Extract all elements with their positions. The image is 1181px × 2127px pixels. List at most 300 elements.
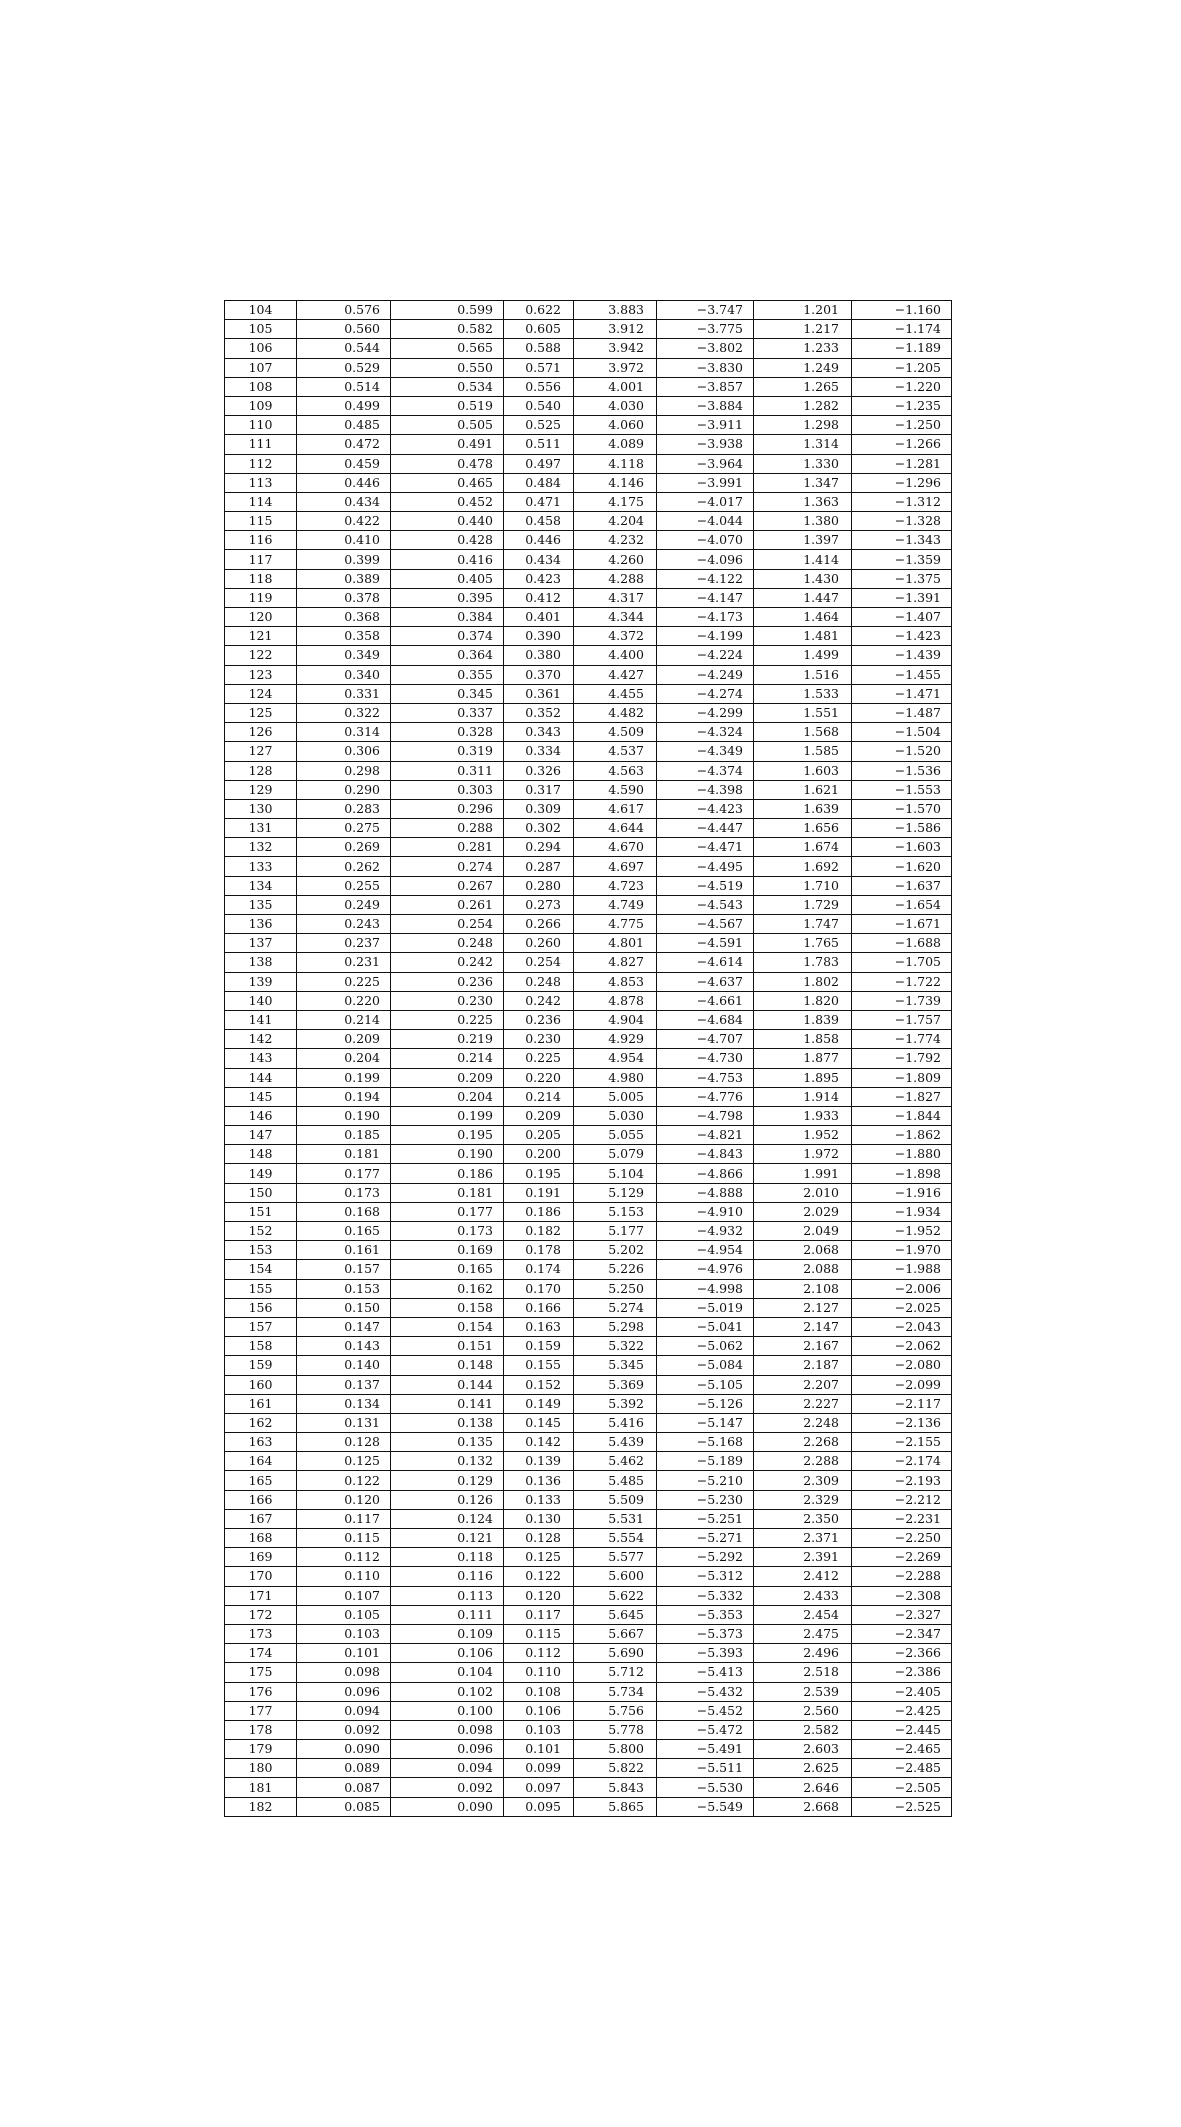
row-index-cell: 141: [225, 1010, 297, 1029]
value-cell: 0.209: [504, 1106, 574, 1125]
value-cell: 0.544: [297, 339, 391, 358]
value-cell: 4.590: [574, 780, 657, 799]
table-row: [225, 1701, 952, 1720]
table-row: [225, 1586, 952, 1605]
value-cell: 0.599: [391, 301, 504, 320]
value-cell: 4.260: [574, 550, 657, 569]
value-cell: −5.062: [657, 1337, 754, 1356]
row-index-cell: 133: [225, 857, 297, 876]
value-cell: 0.169: [391, 1241, 504, 1260]
table-row: [225, 876, 952, 895]
value-cell: 4.929: [574, 1030, 657, 1049]
value-cell: 0.170: [504, 1279, 574, 1298]
value-cell: 0.155: [504, 1356, 574, 1375]
value-cell: 5.153: [574, 1202, 657, 1221]
table-row: [225, 1356, 952, 1375]
value-cell: 4.954: [574, 1049, 657, 1068]
value-cell: −5.530: [657, 1778, 754, 1797]
value-cell: 5.554: [574, 1529, 657, 1548]
table-row: [225, 1394, 952, 1413]
value-cell: 0.434: [297, 492, 391, 511]
value-cell: 0.095: [504, 1797, 574, 1816]
row-index-cell: 150: [225, 1183, 297, 1202]
value-cell: −2.505: [852, 1778, 952, 1797]
value-cell: 0.242: [391, 953, 504, 972]
value-cell: 0.262: [297, 857, 391, 876]
value-cell: −1.343: [852, 531, 952, 550]
row-index-cell: 160: [225, 1375, 297, 1394]
value-cell: −5.084: [657, 1356, 754, 1375]
value-cell: 0.571: [504, 358, 574, 377]
value-cell: 0.370: [504, 665, 574, 684]
value-cell: −1.586: [852, 819, 952, 838]
value-cell: 0.087: [297, 1778, 391, 1797]
value-cell: 5.055: [574, 1126, 657, 1145]
row-index-cell: 119: [225, 588, 297, 607]
value-cell: 0.195: [391, 1126, 504, 1145]
value-cell: 0.181: [391, 1183, 504, 1202]
value-cell: −4.224: [657, 646, 754, 665]
value-cell: 0.125: [504, 1548, 574, 1567]
value-cell: 0.290: [297, 780, 391, 799]
table-row: [225, 377, 952, 396]
value-cell: 0.117: [504, 1605, 574, 1624]
value-cell: 2.625: [754, 1759, 852, 1778]
value-cell: 0.242: [504, 991, 574, 1010]
value-cell: 0.254: [391, 915, 504, 934]
row-index-cell: 182: [225, 1797, 297, 1816]
value-cell: −4.976: [657, 1260, 754, 1279]
value-cell: −4.471: [657, 838, 754, 857]
value-cell: 0.140: [297, 1356, 391, 1375]
table-row: [225, 531, 952, 550]
value-cell: −1.220: [852, 377, 952, 396]
table-row: [225, 512, 952, 531]
value-cell: 4.400: [574, 646, 657, 665]
value-cell: 2.227: [754, 1394, 852, 1413]
value-cell: −4.798: [657, 1106, 754, 1125]
value-cell: 0.121: [391, 1529, 504, 1548]
value-cell: 2.350: [754, 1509, 852, 1528]
value-cell: 4.697: [574, 857, 657, 876]
value-cell: −5.189: [657, 1452, 754, 1471]
value-cell: 0.096: [391, 1740, 504, 1759]
value-cell: −4.447: [657, 819, 754, 838]
value-cell: 0.368: [297, 608, 391, 627]
table-row: [225, 838, 952, 857]
table-row: [225, 780, 952, 799]
table-row: [225, 608, 952, 627]
value-cell: 0.337: [391, 703, 504, 722]
value-cell: 0.113: [391, 1586, 504, 1605]
table-row: [225, 1049, 952, 1068]
value-cell: 2.127: [754, 1298, 852, 1317]
value-cell: 0.149: [504, 1394, 574, 1413]
table-row: [225, 953, 952, 972]
value-cell: −1.739: [852, 991, 952, 1010]
value-cell: 0.399: [297, 550, 391, 569]
value-cell: 5.485: [574, 1471, 657, 1490]
value-cell: 0.345: [391, 684, 504, 703]
value-cell: −5.549: [657, 1797, 754, 1816]
table-row: [225, 1337, 952, 1356]
value-cell: −1.281: [852, 454, 952, 473]
value-cell: 0.104: [391, 1663, 504, 1682]
table-row: [225, 1778, 952, 1797]
table-row: [225, 473, 952, 492]
value-cell: 0.560: [297, 320, 391, 339]
value-cell: 4.904: [574, 1010, 657, 1029]
value-cell: 2.668: [754, 1797, 852, 1816]
value-cell: −1.603: [852, 838, 952, 857]
value-cell: 1.783: [754, 953, 852, 972]
row-index-cell: 105: [225, 320, 297, 339]
row-index-cell: 154: [225, 1260, 297, 1279]
value-cell: 0.275: [297, 819, 391, 838]
row-index-cell: 129: [225, 780, 297, 799]
table-row: [225, 627, 952, 646]
value-cell: 1.639: [754, 799, 852, 818]
value-cell: 4.801: [574, 934, 657, 953]
value-cell: 0.118: [391, 1548, 504, 1567]
value-cell: 4.853: [574, 972, 657, 991]
value-cell: 1.820: [754, 991, 852, 1010]
value-cell: −5.210: [657, 1471, 754, 1490]
row-index-cell: 134: [225, 876, 297, 895]
value-cell: −4.567: [657, 915, 754, 934]
value-cell: −1.455: [852, 665, 952, 684]
row-index-cell: 113: [225, 473, 297, 492]
row-index-cell: 135: [225, 895, 297, 914]
table-row: [225, 1663, 952, 1682]
value-cell: −2.485: [852, 1759, 952, 1778]
value-cell: 1.972: [754, 1145, 852, 1164]
row-index-cell: 180: [225, 1759, 297, 1778]
value-cell: 0.237: [297, 934, 391, 953]
value-cell: 3.942: [574, 339, 657, 358]
value-cell: 1.765: [754, 934, 852, 953]
value-cell: 0.181: [297, 1145, 391, 1164]
table-row: [225, 1279, 952, 1298]
row-index-cell: 131: [225, 819, 297, 838]
row-index-cell: 118: [225, 569, 297, 588]
table-row: [225, 1452, 952, 1471]
value-cell: 5.778: [574, 1720, 657, 1739]
value-cell: 5.202: [574, 1241, 657, 1260]
value-cell: 0.100: [391, 1701, 504, 1720]
row-index-cell: 142: [225, 1030, 297, 1049]
value-cell: −1.174: [852, 320, 952, 339]
value-cell: 0.491: [391, 435, 504, 454]
value-cell: 0.145: [504, 1413, 574, 1432]
value-cell: 5.734: [574, 1682, 657, 1701]
value-cell: 0.125: [297, 1452, 391, 1471]
value-cell: 2.371: [754, 1529, 852, 1548]
value-cell: 5.509: [574, 1490, 657, 1509]
value-cell: 3.912: [574, 320, 657, 339]
value-cell: −4.519: [657, 876, 754, 895]
value-cell: 0.199: [391, 1106, 504, 1125]
value-cell: 0.306: [297, 742, 391, 761]
row-index-cell: 156: [225, 1298, 297, 1317]
value-cell: −1.439: [852, 646, 952, 665]
value-cell: −4.374: [657, 761, 754, 780]
value-cell: 0.214: [391, 1049, 504, 1068]
value-cell: 0.505: [391, 416, 504, 435]
value-cell: 0.097: [504, 1778, 574, 1797]
value-cell: 0.150: [297, 1298, 391, 1317]
value-cell: 0.124: [391, 1509, 504, 1528]
value-cell: 1.656: [754, 819, 852, 838]
value-cell: 0.152: [504, 1375, 574, 1394]
value-cell: 5.345: [574, 1356, 657, 1375]
row-index-cell: 116: [225, 531, 297, 550]
value-cell: −5.105: [657, 1375, 754, 1394]
value-cell: 5.756: [574, 1701, 657, 1720]
value-cell: 0.296: [391, 799, 504, 818]
value-cell: −3.911: [657, 416, 754, 435]
value-cell: 0.108: [504, 1682, 574, 1701]
value-cell: −3.775: [657, 320, 754, 339]
value-cell: −1.916: [852, 1183, 952, 1202]
value-cell: −4.543: [657, 895, 754, 914]
table-row: [225, 819, 952, 838]
value-cell: 4.980: [574, 1068, 657, 1087]
row-index-cell: 121: [225, 627, 297, 646]
value-cell: 2.433: [754, 1586, 852, 1605]
value-cell: 0.133: [504, 1490, 574, 1509]
value-cell: 2.167: [754, 1337, 852, 1356]
row-index-cell: 117: [225, 550, 297, 569]
value-cell: 0.374: [391, 627, 504, 646]
value-cell: 5.298: [574, 1317, 657, 1336]
value-cell: 0.605: [504, 320, 574, 339]
value-cell: 0.274: [391, 857, 504, 876]
value-cell: 0.343: [504, 723, 574, 742]
value-cell: 0.243: [297, 915, 391, 934]
value-cell: 0.185: [297, 1126, 391, 1145]
value-cell: 0.540: [504, 396, 574, 415]
value-cell: 0.219: [391, 1030, 504, 1049]
value-cell: −3.830: [657, 358, 754, 377]
value-cell: 0.182: [504, 1222, 574, 1241]
value-cell: 0.130: [504, 1509, 574, 1528]
value-cell: 1.447: [754, 588, 852, 607]
value-cell: −2.043: [852, 1317, 952, 1336]
value-cell: 0.112: [297, 1548, 391, 1567]
row-index-cell: 123: [225, 665, 297, 684]
value-cell: 1.249: [754, 358, 852, 377]
table-row: [225, 1490, 952, 1509]
table-row: [225, 1529, 952, 1548]
value-cell: 0.328: [391, 723, 504, 742]
value-cell: −1.407: [852, 608, 952, 627]
table-row: [225, 703, 952, 722]
value-cell: 0.405: [391, 569, 504, 588]
value-cell: 0.209: [297, 1030, 391, 1049]
value-cell: 0.195: [504, 1164, 574, 1183]
value-cell: 5.577: [574, 1548, 657, 1567]
value-cell: 0.416: [391, 550, 504, 569]
value-cell: 0.478: [391, 454, 504, 473]
value-cell: 1.603: [754, 761, 852, 780]
value-cell: 0.162: [391, 1279, 504, 1298]
value-cell: −2.386: [852, 1663, 952, 1682]
table-row: [225, 1317, 952, 1336]
value-cell: 4.030: [574, 396, 657, 415]
value-cell: 0.106: [504, 1701, 574, 1720]
value-cell: −1.898: [852, 1164, 952, 1183]
table-row: [225, 895, 952, 914]
value-cell: −1.266: [852, 435, 952, 454]
value-cell: −4.637: [657, 972, 754, 991]
value-cell: 0.529: [297, 358, 391, 377]
row-index-cell: 112: [225, 454, 297, 473]
value-cell: 0.158: [391, 1298, 504, 1317]
value-cell: 0.582: [391, 320, 504, 339]
value-cell: 5.822: [574, 1759, 657, 1778]
value-cell: 0.098: [297, 1663, 391, 1682]
value-cell: 4.427: [574, 665, 657, 684]
row-index-cell: 110: [225, 416, 297, 435]
value-cell: 0.260: [504, 934, 574, 953]
table-row: [225, 1413, 952, 1432]
value-cell: −3.747: [657, 301, 754, 320]
value-cell: −3.802: [657, 339, 754, 358]
value-cell: −5.393: [657, 1644, 754, 1663]
value-cell: 0.303: [391, 780, 504, 799]
value-cell: 0.287: [504, 857, 574, 876]
value-cell: 0.159: [504, 1337, 574, 1356]
value-cell: 2.029: [754, 1202, 852, 1221]
value-cell: 5.005: [574, 1087, 657, 1106]
table-row: [225, 435, 952, 454]
value-cell: 5.800: [574, 1740, 657, 1759]
value-cell: 0.269: [297, 838, 391, 857]
row-index-cell: 137: [225, 934, 297, 953]
value-cell: −4.096: [657, 550, 754, 569]
value-cell: 0.446: [297, 473, 391, 492]
value-cell: 5.226: [574, 1260, 657, 1279]
value-cell: 0.204: [391, 1087, 504, 1106]
table-row: [225, 972, 952, 991]
value-cell: 1.516: [754, 665, 852, 684]
value-cell: 5.416: [574, 1413, 657, 1432]
value-cell: −1.359: [852, 550, 952, 569]
value-cell: 0.565: [391, 339, 504, 358]
value-cell: 0.099: [504, 1759, 574, 1778]
value-cell: −2.006: [852, 1279, 952, 1298]
value-cell: −2.327: [852, 1605, 952, 1624]
table-row: [225, 799, 952, 818]
value-cell: 0.117: [297, 1509, 391, 1528]
value-cell: −4.888: [657, 1183, 754, 1202]
value-cell: −4.398: [657, 780, 754, 799]
value-cell: 0.107: [297, 1586, 391, 1605]
value-cell: 0.116: [391, 1567, 504, 1586]
value-cell: −1.235: [852, 396, 952, 415]
value-cell: 0.514: [297, 377, 391, 396]
value-cell: 0.151: [391, 1337, 504, 1356]
value-cell: 0.120: [504, 1586, 574, 1605]
value-cell: 4.317: [574, 588, 657, 607]
table-row: [225, 1030, 952, 1049]
table-row: [225, 1260, 952, 1279]
value-cell: −5.041: [657, 1317, 754, 1336]
value-cell: −3.991: [657, 473, 754, 492]
value-cell: 0.248: [504, 972, 574, 991]
table-row: [225, 934, 952, 953]
value-cell: 0.144: [391, 1375, 504, 1394]
value-cell: 1.464: [754, 608, 852, 627]
table-body: [225, 301, 952, 1817]
value-cell: 0.190: [391, 1145, 504, 1164]
row-index-cell: 172: [225, 1605, 297, 1624]
value-cell: −1.391: [852, 588, 952, 607]
row-index-cell: 132: [225, 838, 297, 857]
value-cell: −1.296: [852, 473, 952, 492]
value-cell: 0.110: [297, 1567, 391, 1586]
table-row: [225, 1759, 952, 1778]
row-index-cell: 174: [225, 1644, 297, 1663]
table-row: [225, 723, 952, 742]
value-cell: 0.142: [504, 1433, 574, 1452]
value-cell: 1.710: [754, 876, 852, 895]
value-cell: 0.459: [297, 454, 391, 473]
value-cell: −4.910: [657, 1202, 754, 1221]
value-cell: 0.103: [297, 1624, 391, 1643]
value-cell: 0.214: [297, 1010, 391, 1029]
value-cell: 0.209: [391, 1068, 504, 1087]
value-cell: 4.146: [574, 473, 657, 492]
table-row: [225, 1567, 952, 1586]
value-cell: 0.499: [297, 396, 391, 415]
value-cell: 0.364: [391, 646, 504, 665]
row-index-cell: 149: [225, 1164, 297, 1183]
value-cell: 1.533: [754, 684, 852, 703]
value-cell: 0.622: [504, 301, 574, 320]
value-cell: −5.491: [657, 1740, 754, 1759]
value-cell: 0.236: [391, 972, 504, 991]
value-cell: 0.298: [297, 761, 391, 780]
value-cell: 0.090: [391, 1797, 504, 1816]
value-cell: 0.340: [297, 665, 391, 684]
value-cell: 0.102: [391, 1682, 504, 1701]
value-cell: 4.537: [574, 742, 657, 761]
value-cell: 1.499: [754, 646, 852, 665]
value-cell: −2.136: [852, 1413, 952, 1432]
value-cell: 0.428: [391, 531, 504, 550]
row-index-cell: 107: [225, 358, 297, 377]
value-cell: 4.749: [574, 895, 657, 914]
value-cell: 1.414: [754, 550, 852, 569]
value-cell: 1.265: [754, 377, 852, 396]
value-cell: 0.484: [504, 473, 574, 492]
value-cell: −2.405: [852, 1682, 952, 1701]
value-cell: −1.880: [852, 1145, 952, 1164]
table-row: [225, 454, 952, 473]
value-cell: 0.101: [297, 1644, 391, 1663]
row-index-cell: 158: [225, 1337, 297, 1356]
row-index-cell: 128: [225, 761, 297, 780]
value-cell: 0.161: [297, 1241, 391, 1260]
value-cell: 0.143: [297, 1337, 391, 1356]
row-index-cell: 140: [225, 991, 297, 1010]
value-cell: 0.135: [391, 1433, 504, 1452]
value-cell: 0.288: [391, 819, 504, 838]
value-cell: 0.319: [391, 742, 504, 761]
value-cell: −2.445: [852, 1720, 952, 1739]
